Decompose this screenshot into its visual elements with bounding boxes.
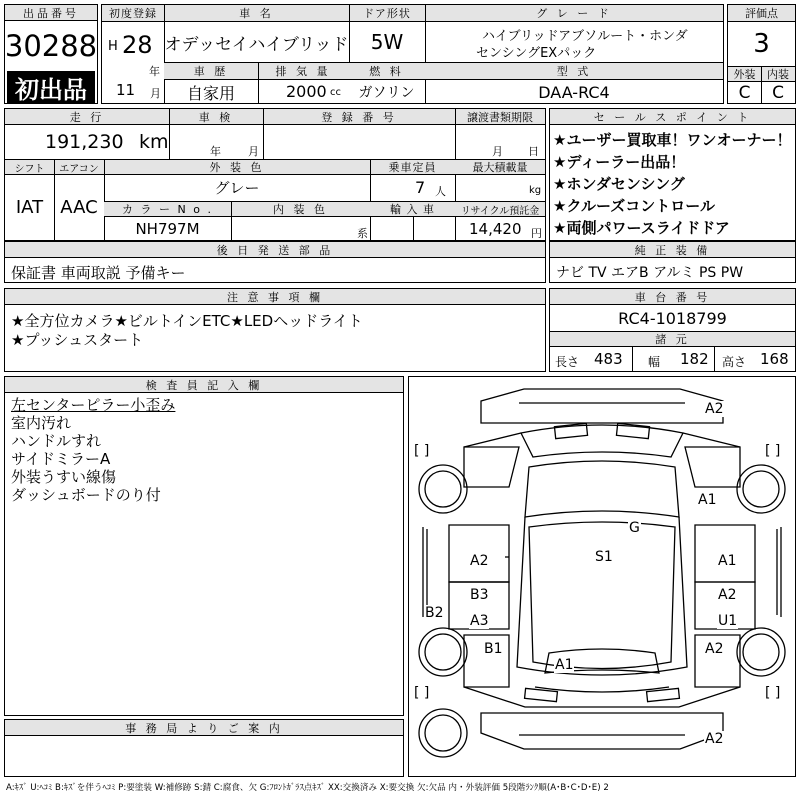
notes-box: [4, 288, 546, 372]
damage-code-r-quarter: A2: [705, 641, 724, 657]
int-grade: C: [772, 82, 784, 103]
inspection-tsuki: 月: [248, 145, 259, 158]
capacity-unit: 人: [435, 185, 446, 198]
ext-color-value: グレー: [214, 178, 260, 197]
later-parts-label: 後 日 発 送 部 品: [5, 242, 545, 258]
chassis-value: RC4-1018799: [618, 308, 727, 328]
inspector-note: 室内汚れ: [11, 414, 72, 432]
listing-number: 30288: [5, 29, 97, 63]
damage-legend: A:ｷｽﾞ U:ﾍｺﾐ B:ｷｽﾞを伴うﾍｺﾐ P:要塗装 W:補修跡 S:錆 C:腐食、欠 G:ﾌﾛﾝﾄｶﾞﾗｽ点ｷｽﾞ XX:交換済み X:要交換 欠:欠品 内・外装評価 5段階ﾗﾝｸ順(A･B･C･D･E) 2: [6, 783, 609, 793]
import-label: 輸 入 車: [370, 202, 455, 217]
car-outline-diagram: [409, 377, 795, 776]
ac-label: エアコン: [54, 160, 104, 175]
inspector-note: ダッシュボードのり付: [11, 486, 161, 504]
damage-code-rear: A2: [705, 731, 724, 747]
damage-code-r-front-door: A1: [718, 553, 737, 569]
mileage-label: 走 行: [5, 109, 169, 125]
notes-label: 注 意 事 項 欄: [5, 289, 545, 305]
length-value: 483: [594, 350, 623, 368]
office-label: 事 務 局 よ り ご 案 内: [5, 720, 403, 736]
load-unit: kg: [529, 185, 542, 196]
capacity-value: 7: [415, 178, 426, 197]
transfer-nichi: 日: [528, 145, 539, 158]
reg-tsuki: 月: [150, 87, 161, 100]
inspector-box: [4, 376, 404, 716]
reg-year: 28: [122, 31, 153, 59]
plate-label: 登 録 番 号: [263, 109, 455, 125]
history-value: 自家用: [186, 83, 235, 103]
mileage-value: 191,230: [45, 131, 124, 153]
reg-month: 11: [116, 81, 136, 99]
ext-grade: C: [738, 82, 751, 103]
inspector-note: 外装うすい線傷: [11, 468, 117, 486]
width-value: 182: [680, 350, 709, 368]
score-value: 3: [753, 29, 770, 59]
listing-number-box: [4, 4, 98, 104]
int-color-label: 内 装 色: [231, 202, 370, 217]
damage-code-l-rear-door: B3: [470, 587, 489, 603]
model-value: DAA-RC4: [538, 82, 610, 102]
damage-code-l-pillar: B2: [425, 605, 444, 621]
damage-code-roof: S1: [595, 549, 613, 565]
load-label: 最大積載量: [455, 160, 545, 175]
damage-code-front: A2: [705, 401, 724, 417]
bracket-rr: [ ]: [765, 685, 781, 701]
door-label: ドア形状: [349, 5, 425, 22]
notes-line1: ★全方位カメラ★ビルトインETC★LEDヘッドライト: [11, 312, 363, 330]
later-parts-box: [4, 241, 546, 283]
damage-code-trunk: A1: [555, 657, 574, 673]
score-box: [727, 4, 796, 104]
genuine-equipment-box: [549, 241, 796, 283]
notes-line2: ★プッシュスタート: [11, 331, 144, 349]
int-color-unit: 系: [357, 227, 368, 240]
int-label: 内装: [761, 66, 795, 82]
inspector-note: 左センターピラー小歪み: [11, 396, 176, 414]
grade-line2: センシングEXパック: [476, 46, 597, 61]
office-box: [4, 719, 404, 777]
selling-point: ★ユーザー買取車！ワンオーナー！: [553, 131, 792, 149]
inspector-note: ハンドルすれ: [11, 432, 102, 450]
car-name-label: 車 名: [164, 5, 349, 22]
genuine-equipment-value: ナビ TV エアB アルミ PS PW: [556, 265, 744, 281]
damage-code-l-front-door: A2: [470, 553, 489, 569]
mileage-unit: km: [139, 131, 169, 153]
fuel-label: 燃 料: [348, 63, 425, 80]
inspection-label: 車 検: [169, 109, 263, 125]
first-listing-badge: 初出品: [7, 71, 95, 103]
selling-point: ★ホンダセンシング: [553, 175, 685, 193]
damage-code-l-quarter: B1: [484, 641, 503, 657]
listing-number-label: 出品番号: [5, 5, 97, 21]
fuel-value: ガソリン: [358, 85, 415, 101]
displacement-unit: cc: [330, 87, 341, 98]
height-value: 168: [760, 350, 789, 368]
dims-label: 諸 元: [550, 331, 795, 347]
recycle-unit: 円: [531, 227, 542, 240]
selling-point: ★両側パワースライドドア: [553, 219, 730, 237]
recycle-value: 14,420: [469, 220, 522, 238]
inspection-nen: 年: [210, 145, 221, 158]
damage-code-fr-fender: A1: [698, 492, 717, 508]
inspector-label: 検 査 員 記 入 欄: [5, 377, 403, 393]
transfer-tsuki: 月: [492, 145, 503, 158]
door-type: 5W: [370, 30, 404, 54]
selling-points-label: セ ー ル ス ポ イ ン ト: [550, 109, 795, 125]
displacement-label: 排 気 量: [258, 63, 348, 80]
width-label: 幅: [648, 355, 661, 369]
grade-line1: ハイブリッドアブソルート・ホンダ: [482, 29, 688, 44]
chassis-box: [549, 288, 796, 372]
transfer-label: 譲渡書類期限: [455, 109, 545, 125]
shift-value: IAT: [15, 197, 44, 218]
length-label: 長さ: [555, 355, 580, 369]
selling-point: ★クルーズコントロール: [553, 197, 715, 215]
later-parts-value: 保証書 車両取説 予備キー: [11, 264, 186, 282]
ext-color-label: 外 装 色: [104, 160, 370, 175]
ac-value: AAC: [60, 197, 98, 218]
damage-diagram-box: [408, 376, 796, 777]
bracket-rl: [ ]: [414, 685, 430, 701]
chassis-label: 車 台 番 号: [550, 289, 795, 305]
capacity-label: 乗車定員: [370, 160, 455, 175]
height-label: 高さ: [722, 355, 747, 369]
selling-point: ★ディーラー出品！: [553, 153, 686, 171]
history-label: 車 歴: [164, 63, 258, 80]
inspector-note: サイドミラーA: [11, 450, 111, 468]
vehicle-header-grid: [101, 4, 724, 104]
damage-code-r-step: U1: [718, 613, 738, 629]
score-label: 評価点: [728, 5, 795, 22]
selling-points-box: [549, 108, 796, 241]
ext-label: 外装: [728, 66, 761, 82]
bracket-fl: [ ]: [414, 443, 430, 459]
model-label: 型 式: [425, 63, 723, 80]
shift-label: シフト: [5, 160, 54, 175]
genuine-equipment-label: 純 正 装 備: [550, 242, 795, 258]
bracket-fr: [ ]: [765, 443, 781, 459]
damage-code-bonnet: G: [629, 520, 640, 536]
damage-code-r-rear-door: A2: [718, 587, 737, 603]
recycle-label: リサイクル預託金: [455, 202, 545, 217]
first-reg-label: 初度登録: [102, 5, 164, 22]
damage-code-l-step: A3: [470, 613, 489, 629]
spec-table: [4, 108, 546, 241]
color-no-label: カ ラ ー N o .: [104, 202, 231, 217]
car-name: オデッセイハイブリッド: [164, 34, 349, 55]
displacement-value: 2000: [286, 82, 327, 101]
color-no-value: NH797M: [135, 220, 200, 238]
reg-era: H: [108, 39, 118, 54]
reg-nen: 年: [149, 65, 160, 78]
grade-label: グ レ ー ド: [425, 5, 723, 22]
